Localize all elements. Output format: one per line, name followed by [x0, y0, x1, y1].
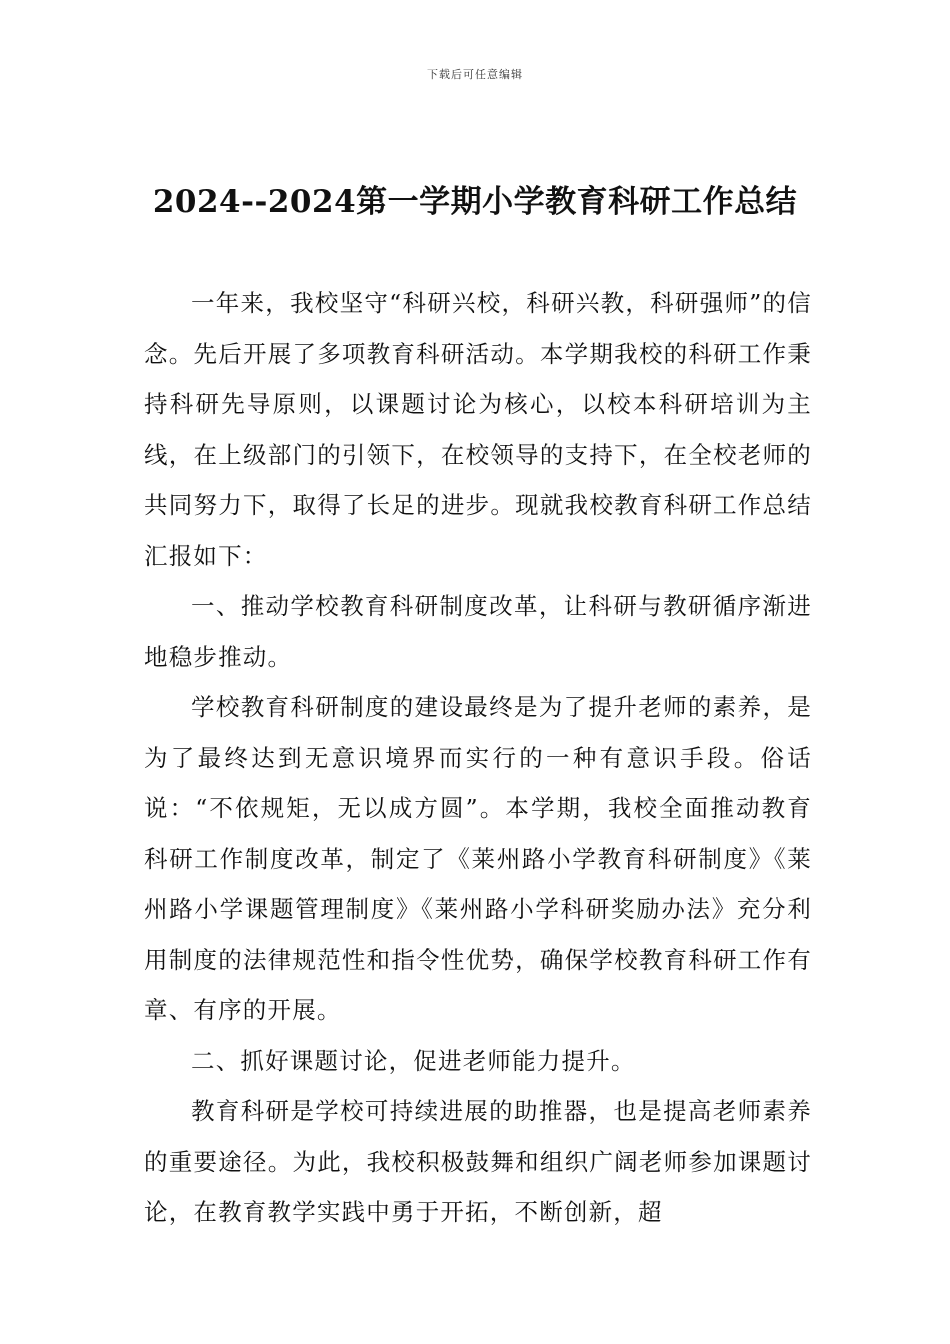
- paragraph-section-1: 学校教育科研制度的建设最终是为了提升老师的素养，是为了最终达到无意识境界而实行的一种有意识手段。俗话说：“不依规矩，无以成方圆”。本学期，我校全面推动教育科研工作制度改革，制定了《莱州路小学教育科研制度》《莱州路小学课题管理制度》《莱州路小学科研奖励办法》充分利用制度的法律规范性和指令性优势，确保学校教育科研工作有章、有序的开展。: [144, 693, 812, 1024]
- header-note: 下载后可任意编辑: [427, 68, 523, 81]
- paragraph-section-2: 教育科研是学校可持续进展的助推器，也是提高老师素养的重要途径。为此，我校积极鼓舞和组织广阔老师参加课题讨论，在教育教学实践中勇于开拓，不断创新，超: [144, 1097, 812, 1226]
- paragraph-intro: 一年来，我校坚守“科研兴校，科研兴教，科研强师”的信念。先后开展了多项教育科研活动。本学期我校的科研工作秉持科研先导原则，以课题讨论为核心，以校本科研培训为主线，在上级部门的引领下，在校领导的支持下，在全校老师的共同努力下，取得了长足的进步。现就我校教育科研工作总结汇报如下：: [144, 289, 812, 570]
- document-body: [144, 278, 812, 1238]
- document-title: 2024--2024第一学期小学教育科研工作总结: [152, 184, 798, 220]
- section-heading-2: 二、抓好课题讨论，促进老师能力提升。: [191, 1046, 636, 1075]
- section-heading-1: 一、推动学校教育科研制度改革，让科研与教研循序渐进地稳步推动。: [144, 592, 812, 671]
